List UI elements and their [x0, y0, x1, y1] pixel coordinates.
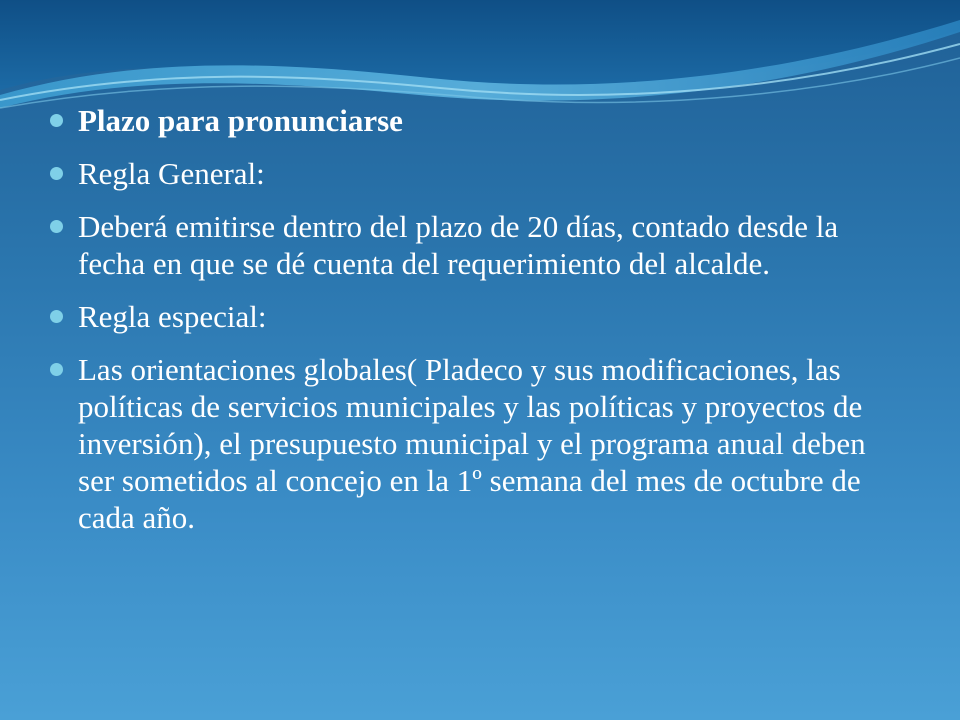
bullet-list — [48, 102, 908, 536]
bullet-text: Regla especial: — [78, 299, 267, 334]
bullet-text: Regla General: — [78, 156, 265, 191]
bullet-text: Deberá emitirse dentro del plazo de 20 días, contado desde la fecha en que se dé cuenta del requerimiento del alcalde. — [78, 209, 839, 281]
bullet-item — [48, 298, 908, 335]
bullet-item — [48, 155, 908, 192]
bullet-item — [48, 351, 908, 536]
bullet-dot-icon — [50, 220, 63, 233]
bullet-item — [48, 208, 908, 282]
bullet-heading: Plazo para pronunciarse — [78, 103, 403, 138]
bullet-dot-icon — [50, 167, 63, 180]
bullet-dot-icon — [50, 310, 63, 323]
slide-content — [48, 102, 908, 552]
bullet-text: Las orientaciones globales( Pladeco y sus modificaciones, las políticas de servicios municipales y las políticas y proyectos de inversión), el presupuesto municipal y el programa anual deben ser sometidos al concejo en la 1º semana del mes de octubre de cada año. — [78, 352, 866, 535]
bullet-item — [48, 102, 908, 139]
bullet-dot-icon — [50, 114, 63, 127]
bullet-dot-icon — [50, 363, 63, 376]
